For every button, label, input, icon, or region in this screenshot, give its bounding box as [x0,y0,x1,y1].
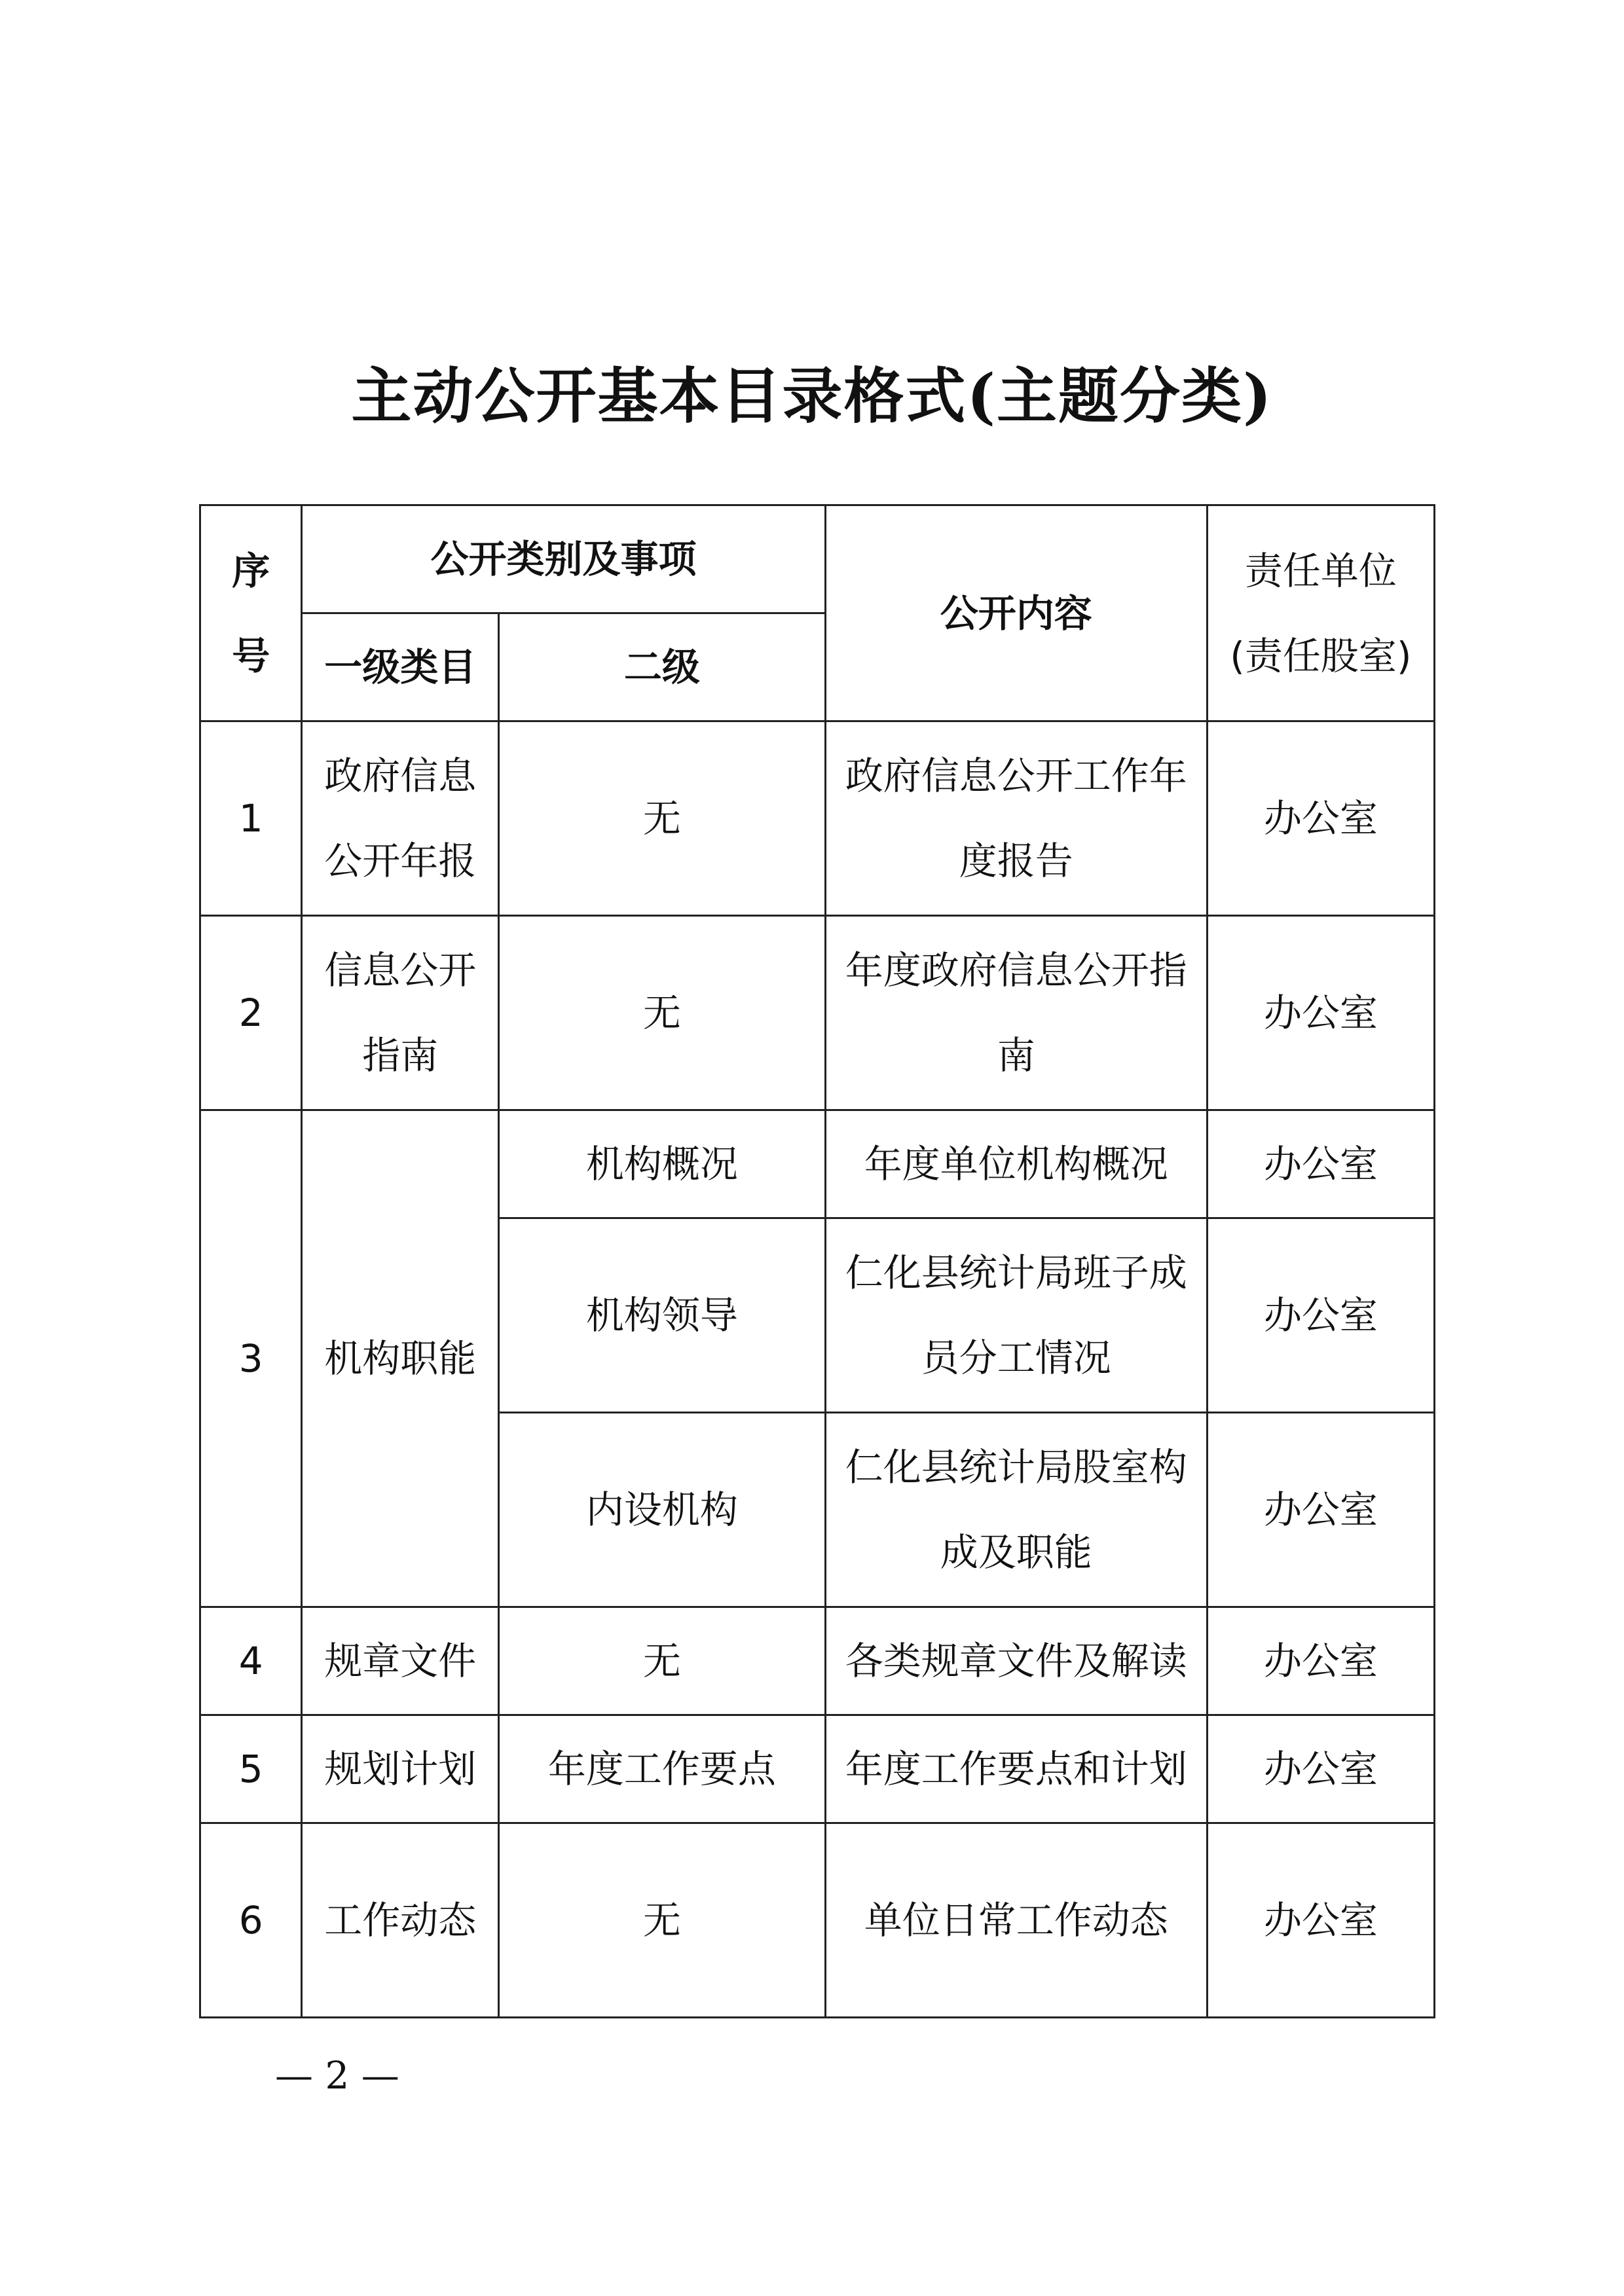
cell-content-line1: 仁化县统计局班子成 [845,1250,1187,1295]
header-unit-line2: (责任股室) [1230,633,1412,678]
cell-unit: 办公室 [1207,1715,1434,1823]
cell-level1-line1: 信息公开 [324,948,477,993]
cell-content [825,916,1207,1110]
cell-unit: 办公室 [1207,1823,1434,2018]
cell-level1: 工作动态 [302,1823,499,2018]
page-number: — 2 — [275,2053,399,2098]
header-content: 公开内容 [825,505,1207,721]
header-row-1 [200,505,1435,613]
cell-level2: 无 [499,1607,826,1715]
disclosure-catalog-table [199,504,1435,2018]
cell-level2: 内设机构 [499,1413,826,1607]
cell-level2: 年度工作要点 [499,1715,826,1823]
cell-unit: 办公室 [1207,916,1434,1110]
cell-content-line1: 仁化县统计局股室构 [845,1445,1187,1489]
cell-unit: 办公室 [1207,1413,1434,1607]
cell-level1 [302,916,499,1110]
cell-unit: 办公室 [1207,1110,1434,1218]
cell-unit: 办公室 [1207,1607,1434,1715]
cell-level2: 无 [499,916,826,1110]
cell-level2: 无 [499,721,826,916]
cell-level2: 无 [499,1823,826,2018]
cell-content-line2: 南 [997,1033,1035,1078]
header-unit-line1: 责任单位 [1244,548,1397,593]
cell-level2: 机构概况 [499,1110,826,1218]
cell-content [825,1413,1207,1607]
table-row [200,1110,1435,1218]
cell-level1: 规划计划 [302,1715,499,1823]
cell-content: 各类规章文件及解读 [825,1607,1207,1715]
table-row [200,1823,1435,2018]
cell-serial: 1 [200,721,302,916]
cell-serial: 4 [200,1607,302,1715]
table-row [200,721,1435,916]
cell-content-line2: 成及职能 [940,1530,1092,1575]
cell-level1: 机构职能 [302,1110,499,1607]
header-serial-line1: 序 [232,548,270,593]
cell-level1-line1: 政府信息 [324,754,477,798]
cell-content: 年度工作要点和计划 [825,1715,1207,1823]
table-row [200,1715,1435,1823]
cell-level1-line2: 指南 [362,1033,439,1078]
table-row [200,1607,1435,1715]
cell-content: 年度单位机构概况 [825,1110,1207,1218]
cell-serial: 6 [200,1823,302,2018]
cell-content-line2: 员分工情况 [921,1336,1111,1380]
header-serial [200,505,302,721]
cell-content-line1: 政府信息公开工作年 [845,754,1187,798]
cell-unit: 办公室 [1207,721,1434,916]
cell-serial: 3 [200,1110,302,1607]
cell-content-line1: 年度政府信息公开指 [845,948,1187,993]
header-level1: 一级类目 [302,613,499,721]
cell-level1-line2: 公开年报 [324,839,477,883]
page-title: 主动公开基本目录格式(主题分类) [351,361,1273,431]
cell-level1: 规章文件 [302,1607,499,1715]
cell-content: 单位日常工作动态 [825,1823,1207,2018]
table-row [200,916,1435,1110]
cell-serial: 2 [200,916,302,1110]
header-category-group: 公开类别及事项 [302,505,825,613]
header-responsible-unit [1207,505,1434,721]
cell-serial: 5 [200,1715,302,1823]
header-serial-line2: 号 [232,633,270,678]
cell-content [825,1218,1207,1413]
cell-unit: 办公室 [1207,1218,1434,1413]
cell-level1 [302,721,499,916]
cell-content-line2: 度报告 [959,839,1073,883]
cell-content [825,721,1207,916]
cell-level2: 机构领导 [499,1218,826,1413]
header-level2: 二级 [499,613,826,721]
